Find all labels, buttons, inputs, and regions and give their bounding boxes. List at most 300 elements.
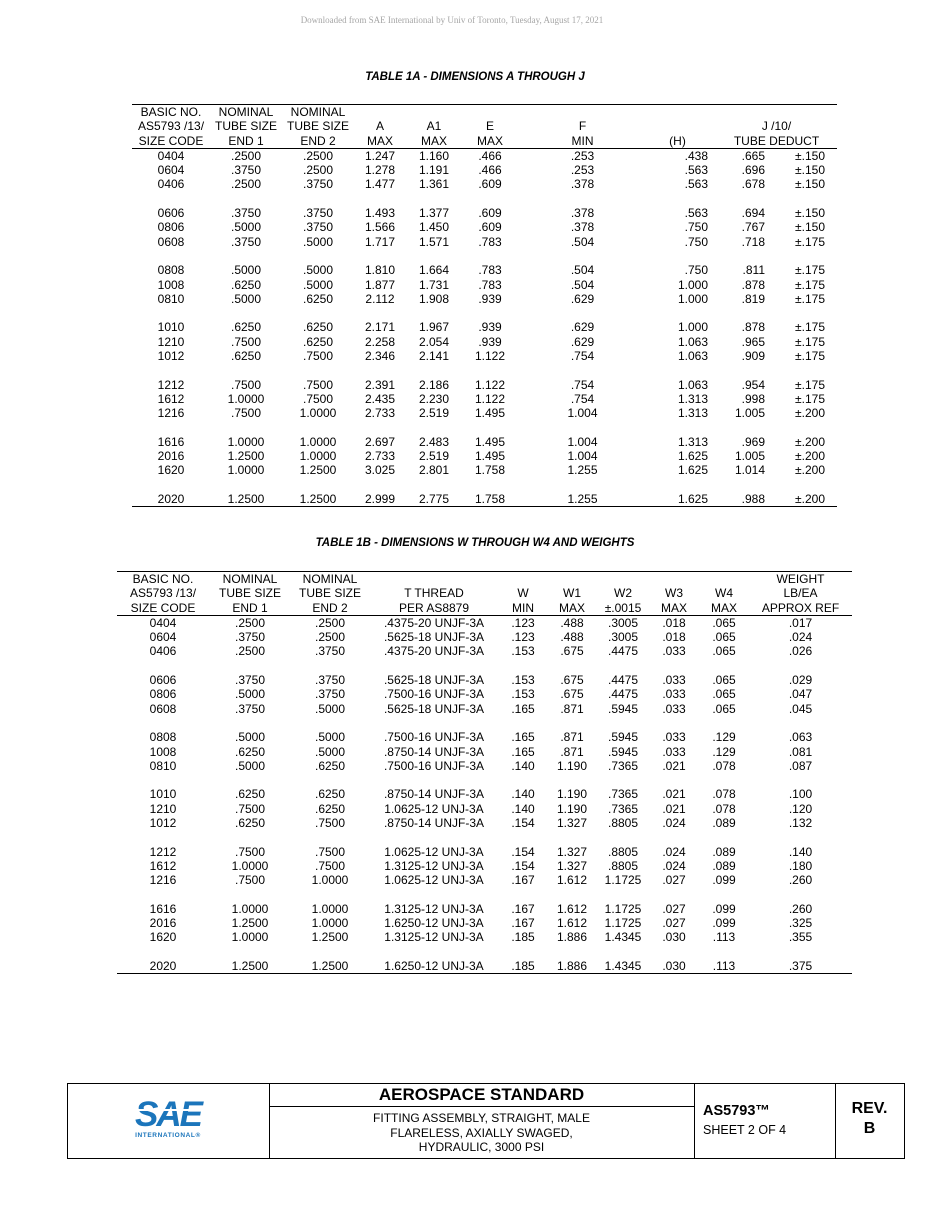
table-cell: .2500 bbox=[302, 148, 334, 163]
table-cell: .027 bbox=[662, 916, 686, 931]
table-cell: 1.6250-12 UNJ-3A bbox=[384, 916, 484, 931]
table-cell: .253 bbox=[570, 163, 595, 178]
table-cell: ±.200 bbox=[795, 449, 825, 464]
table-row bbox=[117, 630, 852, 644]
table-1a-body bbox=[132, 148, 837, 506]
table-cell: 1008 bbox=[157, 277, 185, 292]
table-row bbox=[117, 859, 852, 873]
header-basic-no: BASIC NO. AS5793 /13/ SIZE CODE bbox=[117, 572, 209, 616]
table-cell: .378 bbox=[570, 220, 595, 235]
table-cell: .504 bbox=[570, 234, 595, 249]
table-row bbox=[117, 787, 852, 801]
table-cell: 1.0625-12 UNJ-3A bbox=[384, 844, 484, 859]
table-row bbox=[132, 278, 837, 292]
table-cell: 1.0000 bbox=[311, 916, 349, 931]
revision-label: REV. bbox=[851, 1100, 888, 1117]
table-cell: .024 bbox=[662, 844, 686, 859]
header-a1-max: A1 MAX bbox=[406, 105, 462, 149]
header-nominal-end1: NOMINAL TUBE SIZE END 1 bbox=[209, 572, 291, 616]
table-cell: 1.247 bbox=[364, 148, 396, 163]
table-row bbox=[117, 673, 852, 687]
table-cell: .253 bbox=[570, 148, 595, 163]
table-cell: 1.2500 bbox=[282, 492, 354, 507]
table-cell: .5000 bbox=[234, 758, 266, 773]
table-cell: 0404 bbox=[157, 148, 185, 163]
table-cell: .2500 bbox=[314, 615, 346, 630]
table-cell: 1.2500 bbox=[299, 463, 337, 478]
table-cell: .165 bbox=[511, 744, 535, 759]
table-cell: .609 bbox=[478, 177, 502, 192]
table-cell: .675 bbox=[560, 687, 584, 702]
table-row bbox=[117, 873, 852, 887]
table-row bbox=[117, 845, 852, 859]
table-cell: .988 bbox=[716, 492, 765, 507]
table-cell: 1.810 bbox=[364, 263, 396, 278]
table-cell: 1.000 bbox=[677, 277, 708, 292]
table-row bbox=[132, 235, 837, 249]
table-cell: .2500 bbox=[230, 148, 262, 163]
table-cell: 1.000 bbox=[677, 291, 708, 306]
table-row bbox=[132, 392, 837, 406]
table-cell: .065 bbox=[712, 644, 736, 659]
table-cell: 2.141 bbox=[418, 349, 450, 364]
table-cell: .113 bbox=[699, 959, 749, 974]
table-cell: 2.733 bbox=[364, 449, 396, 464]
table-cell: ±.175 bbox=[795, 377, 825, 392]
table-cell: .6250 bbox=[230, 349, 262, 364]
table-cell: .939 bbox=[478, 291, 502, 306]
table-cell: 1.625 bbox=[677, 449, 708, 464]
table-cell: 1.758 bbox=[462, 492, 518, 507]
table-cell: .7500 bbox=[302, 391, 334, 406]
table-cell: .5000 bbox=[234, 730, 266, 745]
table-cell: .6250 bbox=[302, 320, 334, 335]
table-cell: .8805 bbox=[607, 844, 639, 859]
table-cell: .018 bbox=[662, 630, 686, 645]
table-row bbox=[117, 759, 852, 773]
group-spacer bbox=[117, 888, 852, 902]
table-cell: .378 bbox=[570, 206, 595, 221]
table-cell: .609 bbox=[478, 206, 502, 221]
table-cell: 1616 bbox=[149, 901, 177, 916]
table-cell: 1.0000 bbox=[227, 434, 265, 449]
table-cell: 2016 bbox=[149, 916, 177, 931]
group-spacer bbox=[117, 659, 852, 673]
table-cell: .185 bbox=[511, 930, 535, 945]
table-cell: .678 bbox=[741, 177, 765, 192]
table-cell: .129 bbox=[712, 744, 736, 759]
table-cell: .7500 bbox=[302, 349, 334, 364]
table-cell: .504 bbox=[570, 277, 595, 292]
table-cell: .504 bbox=[570, 263, 595, 278]
table-cell: 1.190 bbox=[556, 787, 588, 802]
table-cell: .783 bbox=[478, 277, 502, 292]
table-cell: .629 bbox=[570, 291, 595, 306]
table-cell: .3750 bbox=[314, 687, 346, 702]
table-row bbox=[117, 687, 852, 701]
table-cell: .939 bbox=[478, 334, 502, 349]
table-cell: .488 bbox=[560, 630, 584, 645]
table-cell: .089 bbox=[712, 816, 736, 831]
table-cell: .5945 bbox=[607, 701, 639, 716]
table-cell: .378 bbox=[570, 177, 595, 192]
table-cell: 1.313 bbox=[677, 434, 708, 449]
table-cell: 1.566 bbox=[364, 220, 396, 235]
table-cell: .7500 bbox=[234, 873, 266, 888]
table-cell: .6250 bbox=[302, 334, 334, 349]
group-spacer bbox=[132, 363, 837, 377]
table-cell: .5000 bbox=[314, 730, 346, 745]
table-cell: .5945 bbox=[607, 744, 639, 759]
header-h: (H) bbox=[647, 105, 716, 149]
table-cell: .089 bbox=[712, 858, 736, 873]
table-cell: 1.160 bbox=[418, 148, 450, 163]
document-description: FITTING ASSEMBLY, STRAIGHT, MALE FLARELESS, AXIALLY SWAGED, HYDRAULIC, 3000 PSI bbox=[373, 1111, 590, 1154]
table-cell: 1.2500 bbox=[291, 959, 369, 974]
table-cell: 3.025 bbox=[364, 463, 396, 478]
table-row bbox=[117, 702, 852, 716]
table-cell: .563 bbox=[684, 177, 708, 192]
table-cell: .718 bbox=[741, 234, 765, 249]
table-row bbox=[132, 435, 837, 449]
table-cell: .5000 bbox=[302, 277, 334, 292]
title-block bbox=[67, 1083, 905, 1159]
table-row bbox=[117, 615, 852, 630]
table-cell: 1.014 bbox=[734, 463, 765, 478]
table-cell: ±.150 bbox=[795, 148, 825, 163]
table-cell: 1212 bbox=[149, 844, 177, 859]
table-cell: .033 bbox=[662, 701, 686, 716]
table-row bbox=[117, 959, 852, 974]
table-cell: 0808 bbox=[157, 263, 185, 278]
table-cell: 1.005 bbox=[734, 449, 765, 464]
table-cell: 1.377 bbox=[418, 206, 450, 221]
table-cell: .029 bbox=[788, 673, 813, 688]
group-spacer bbox=[132, 421, 837, 435]
table-cell: .2500 bbox=[234, 615, 266, 630]
table-cell: .694 bbox=[741, 206, 765, 221]
table-cell: 1.063 bbox=[677, 377, 708, 392]
table-cell: 1.1725 bbox=[604, 873, 642, 888]
table-cell: .153 bbox=[511, 644, 535, 659]
table-cell: 1.2500 bbox=[231, 916, 269, 931]
table-cell: 1210 bbox=[149, 801, 177, 816]
table-cell: 1.1725 bbox=[604, 901, 642, 916]
table-cell: .5000 bbox=[302, 234, 334, 249]
table-cell: ±.200 bbox=[795, 434, 825, 449]
table-row bbox=[117, 816, 852, 830]
title-cell bbox=[269, 1084, 695, 1158]
table-cell: .8805 bbox=[607, 858, 639, 873]
table-cell: .063 bbox=[788, 730, 813, 745]
table-cell: ±.150 bbox=[795, 206, 825, 221]
header-w1-max: W1 MAX bbox=[547, 572, 597, 616]
table-row bbox=[132, 463, 837, 477]
table-cell: 1.063 bbox=[677, 334, 708, 349]
table-cell: .089 bbox=[712, 844, 736, 859]
table-cell: .7500-16 UNJF-3A bbox=[383, 730, 485, 745]
table-cell: 1.0000 bbox=[299, 406, 337, 421]
table-cell: 1.327 bbox=[556, 844, 588, 859]
table-cell: .099 bbox=[712, 873, 736, 888]
document-number-cell bbox=[694, 1084, 836, 1158]
table-cell: 2020 bbox=[132, 492, 210, 507]
table-cell: .8750-14 UNJF-3A bbox=[383, 744, 485, 759]
table-cell: .024 bbox=[788, 630, 813, 645]
table-cell: 1.122 bbox=[474, 391, 506, 406]
table-cell: 2.435 bbox=[364, 391, 396, 406]
table-1b-caption: TABLE 1B - DIMENSIONS W THROUGH W4 AND WEIGHTS bbox=[315, 537, 635, 549]
table-cell: .7500 bbox=[314, 858, 346, 873]
table-cell: .3750 bbox=[302, 206, 334, 221]
table-cell: .871 bbox=[560, 701, 584, 716]
table-row bbox=[117, 730, 852, 744]
table-cell: ±.175 bbox=[795, 349, 825, 364]
table-cell: .871 bbox=[560, 730, 584, 745]
table-cell: .123 bbox=[511, 630, 535, 645]
table-cell: .5625-18 UNJF-3A bbox=[383, 701, 485, 716]
table-cell: .6250 bbox=[234, 744, 266, 759]
table-cell: 1.0000 bbox=[231, 930, 269, 945]
table-cell: .629 bbox=[570, 334, 595, 349]
table-cell: .878 bbox=[741, 320, 765, 335]
sae-logo-letters: SAE bbox=[135, 1095, 201, 1134]
table-cell: .2500 bbox=[302, 163, 334, 178]
table-row bbox=[117, 745, 852, 759]
table-cell: .021 bbox=[662, 758, 686, 773]
table-cell: 1.0000 bbox=[299, 449, 337, 464]
table-cell: 1616 bbox=[157, 434, 185, 449]
table-cell: 1012 bbox=[157, 349, 185, 364]
table-cell: .2500 bbox=[230, 177, 262, 192]
table-cell: 1210 bbox=[157, 334, 185, 349]
table-cell: .4475 bbox=[607, 644, 639, 659]
table-cell: .375 bbox=[749, 959, 852, 974]
table-cell: .3750 bbox=[234, 673, 266, 688]
table-cell: .8750-14 UNJF-3A bbox=[383, 787, 485, 802]
table-cell: .909 bbox=[741, 349, 765, 364]
table-cell: ±.200 bbox=[795, 463, 825, 478]
table-cell: 0604 bbox=[149, 630, 177, 645]
table-cell: ±.150 bbox=[795, 163, 825, 178]
header-w3-max: W3 MAX bbox=[649, 572, 699, 616]
table-cell: .998 bbox=[741, 391, 765, 406]
table-cell: .7365 bbox=[607, 758, 639, 773]
table-cell: .754 bbox=[570, 349, 595, 364]
table-cell: .4375-20 UNJF-3A bbox=[383, 644, 485, 659]
table-cell: .154 bbox=[511, 858, 535, 873]
table-cell: .5000 bbox=[314, 701, 346, 716]
table-cell: .078 bbox=[712, 758, 736, 773]
header-w4-max: W4 MAX bbox=[699, 572, 749, 616]
table-cell: 1.967 bbox=[418, 320, 450, 335]
table-cell: .7500 bbox=[230, 334, 262, 349]
group-spacer bbox=[117, 773, 852, 787]
table-cell: .167 bbox=[511, 901, 535, 916]
table-cell: 1.0000 bbox=[299, 434, 337, 449]
table-cell: 1.495 bbox=[474, 434, 506, 449]
table-cell: 1212 bbox=[157, 377, 185, 392]
table-cell: .675 bbox=[560, 673, 584, 688]
table-cell: 1.886 bbox=[547, 959, 597, 974]
table-cell: .609 bbox=[478, 220, 502, 235]
table-cell: 1.327 bbox=[556, 858, 588, 873]
table-cell: .7500-16 UNJF-3A bbox=[383, 758, 485, 773]
table-cell: .7500 bbox=[314, 844, 346, 859]
table-cell: .3750 bbox=[230, 234, 262, 249]
table-cell: 0810 bbox=[149, 758, 177, 773]
table-cell: .7500 bbox=[314, 816, 346, 831]
table-cell: .024 bbox=[662, 816, 686, 831]
table-cell: .6250 bbox=[234, 787, 266, 802]
table-cell: .7500 bbox=[230, 377, 262, 392]
table-cell: .3750 bbox=[302, 220, 334, 235]
table-cell: .030 bbox=[662, 930, 686, 945]
table-cell: 1.731 bbox=[418, 277, 450, 292]
table-cell: 1.625 bbox=[677, 463, 708, 478]
table-cell: .438 bbox=[684, 148, 708, 163]
table-cell: 2016 bbox=[157, 449, 185, 464]
table-cell: 1.3125-12 UNJ-3A bbox=[384, 858, 484, 873]
table-cell: 2.230 bbox=[418, 391, 450, 406]
group-spacer bbox=[117, 716, 852, 730]
table-cell: 1.063 bbox=[677, 349, 708, 364]
table-cell: .078 bbox=[712, 787, 736, 802]
table-cell: 1.450 bbox=[418, 220, 450, 235]
table-cell: .033 bbox=[662, 673, 686, 688]
table-cell: .180 bbox=[788, 858, 813, 873]
table-cell: 1.3125-12 UNJ-3A bbox=[384, 901, 484, 916]
table-cell: .154 bbox=[511, 844, 535, 859]
sae-logo-cell bbox=[68, 1084, 270, 1158]
table-cell: .047 bbox=[788, 687, 813, 702]
table-cell: ±.200 bbox=[765, 492, 837, 507]
sheet-number: SHEET 2 OF 4 bbox=[703, 1123, 787, 1137]
table-row bbox=[132, 163, 837, 177]
table-cell: .5945 bbox=[607, 730, 639, 745]
table-cell: .167 bbox=[511, 916, 535, 931]
table-cell: 1.000 bbox=[677, 320, 708, 335]
table-cell: 1.612 bbox=[556, 873, 588, 888]
table-cell: 0404 bbox=[149, 615, 177, 630]
table-cell: 1010 bbox=[149, 787, 177, 802]
table-cell: 2.346 bbox=[364, 349, 396, 364]
header-j-tube-deduct: J /10/ TUBE DEDUCT bbox=[716, 105, 837, 149]
table-cell: 1216 bbox=[157, 406, 185, 421]
table-cell: 0608 bbox=[157, 234, 185, 249]
table-cell: .5000 bbox=[302, 263, 334, 278]
table-cell: .6250 bbox=[230, 277, 262, 292]
table-cell: .099 bbox=[712, 901, 736, 916]
table-cell: .6250 bbox=[314, 801, 346, 816]
table-cell: .260 bbox=[788, 873, 813, 888]
table-cell: 1.0000 bbox=[231, 901, 269, 916]
table-cell: ±.150 bbox=[795, 220, 825, 235]
header-t-thread: T THREAD PER AS8879 bbox=[369, 572, 499, 616]
group-spacer bbox=[117, 830, 852, 844]
table-cell: 2.391 bbox=[364, 377, 396, 392]
document-number: AS5793™ bbox=[703, 1103, 770, 1119]
table-cell: .030 bbox=[649, 959, 699, 974]
table-cell: .969 bbox=[741, 434, 765, 449]
table-cell: 1216 bbox=[149, 873, 177, 888]
table-cell: 0406 bbox=[149, 644, 177, 659]
table-row bbox=[132, 378, 837, 392]
table-row bbox=[117, 644, 852, 658]
table-cell: .3750 bbox=[230, 206, 262, 221]
table-row bbox=[132, 292, 837, 306]
table-cell: .355 bbox=[788, 930, 813, 945]
table-cell: .8805 bbox=[607, 816, 639, 831]
table-cell: .878 bbox=[741, 277, 765, 292]
revision-cell bbox=[835, 1084, 904, 1158]
header-f-min: F MIN bbox=[518, 105, 647, 149]
table-cell: .3750 bbox=[302, 177, 334, 192]
table-cell: 1612 bbox=[149, 858, 177, 873]
table-row bbox=[132, 320, 837, 334]
table-cell: 1.886 bbox=[556, 930, 588, 945]
table-cell: 1.0000 bbox=[227, 391, 265, 406]
table-cell: .018 bbox=[662, 615, 686, 630]
table-cell: .3750 bbox=[314, 644, 346, 659]
table-cell: 1620 bbox=[157, 463, 185, 478]
table-cell: 2.775 bbox=[406, 492, 462, 507]
table-cell: .5000 bbox=[234, 687, 266, 702]
table-cell: .2500 bbox=[314, 630, 346, 645]
table-cell: .7365 bbox=[607, 801, 639, 816]
table-cell: 2.801 bbox=[418, 463, 450, 478]
table-cell: ±.175 bbox=[795, 334, 825, 349]
table-row bbox=[132, 335, 837, 349]
table-cell: 2.483 bbox=[418, 434, 450, 449]
table-cell: .033 bbox=[662, 687, 686, 702]
standard-heading: AEROSPACE STANDARD bbox=[269, 1084, 694, 1107]
table-cell: 2.054 bbox=[418, 334, 450, 349]
table-cell: 1.6250-12 UNJ-3A bbox=[369, 959, 499, 974]
table-cell: 2.258 bbox=[364, 334, 396, 349]
table-cell: 1.908 bbox=[418, 291, 450, 306]
table-cell: ±.175 bbox=[795, 291, 825, 306]
table-cell: 1.664 bbox=[418, 263, 450, 278]
table-cell: .754 bbox=[570, 377, 595, 392]
table-cell: .488 bbox=[560, 615, 584, 630]
table-cell: 1.004 bbox=[567, 434, 598, 449]
table-cell: 1012 bbox=[149, 816, 177, 831]
table-cell: 1008 bbox=[149, 744, 177, 759]
table-cell: .027 bbox=[662, 873, 686, 888]
group-spacer bbox=[132, 249, 837, 263]
table-row bbox=[117, 930, 852, 944]
table-cell: ±.175 bbox=[795, 391, 825, 406]
table-cell: .165 bbox=[511, 730, 535, 745]
table-cell: .7365 bbox=[607, 787, 639, 802]
table-cell: 1.1725 bbox=[604, 916, 642, 931]
table-cell: .5000 bbox=[314, 744, 346, 759]
table-cell: .123 bbox=[511, 615, 535, 630]
table-cell: 1.758 bbox=[474, 463, 506, 478]
table-cell: 2020 bbox=[117, 959, 209, 974]
table-cell: 0406 bbox=[157, 177, 185, 192]
table-cell: .811 bbox=[742, 263, 765, 278]
table-cell: 1.005 bbox=[734, 406, 765, 421]
table-cell: 1.477 bbox=[364, 177, 396, 192]
table-cell: .6250 bbox=[314, 787, 346, 802]
table-cell: .129 bbox=[712, 730, 736, 745]
table-cell: 1.004 bbox=[567, 449, 598, 464]
table-cell: .153 bbox=[511, 673, 535, 688]
table-row bbox=[132, 206, 837, 220]
table-cell: ±.175 bbox=[795, 277, 825, 292]
